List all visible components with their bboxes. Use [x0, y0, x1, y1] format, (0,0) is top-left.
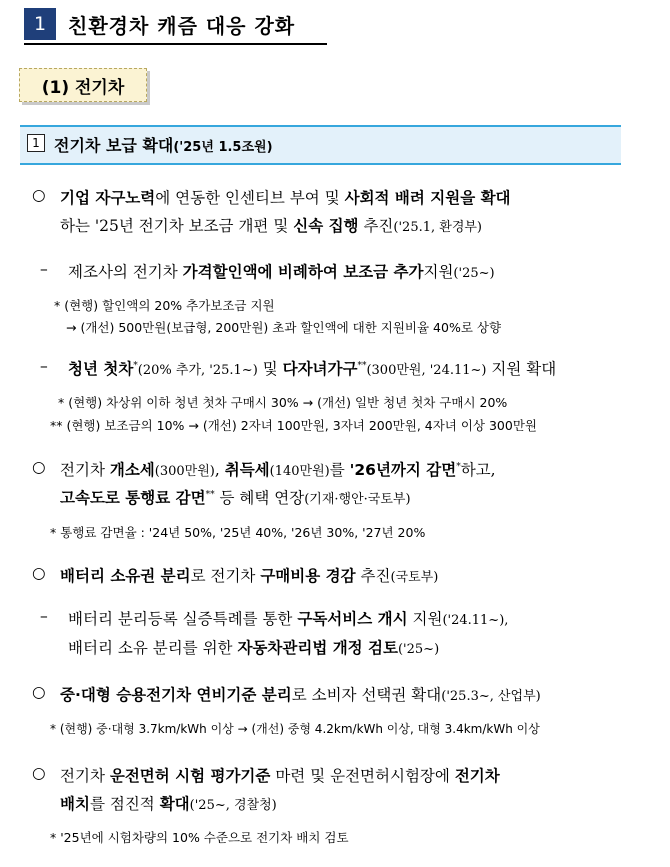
section-number-badge: 1 [24, 8, 56, 40]
item-8-line-2: 배치를 점진적 확대('25~, 경찰청) [60, 795, 277, 813]
item-2-line-1: 제조사의 전기차 가격할인액에 비례하여 보조금 추가지원('25~) [68, 263, 495, 281]
item-1-bullet: ○ [32, 186, 46, 204]
item-7-bullet: ○ [32, 683, 46, 701]
subsection-label: (1) 전기차 [19, 68, 147, 102]
item-3-bullet: – [40, 357, 48, 375]
item-6-line-1: 배터리 분리등록 실증특례를 통한 구독서비스 개시 지원('24.11~), [68, 610, 509, 628]
item-4-line-2: 고속도로 통행료 감면** 등 혜택 연장(기재·행안·국토부) [60, 489, 411, 507]
section-marker: 1 [27, 134, 45, 152]
item-5-bullet: ○ [32, 564, 46, 582]
item-1-line-1: 기업 자구노력에 연동한 인센티브 부여 및 사회적 배려 지원을 확대 [60, 189, 511, 207]
section-title-budget: ('25년 1.5조원) [173, 140, 273, 155]
item-7-note: * (현행) 중·대형 3.7km/kWh 이상 → (개선) 중형 4.2km/kWh 이상, 대형 3.4km/kWh 이상 [50, 722, 540, 736]
item-8-note: * '25년에 시험차량의 10% 수준으로 전기차 배치 검토 [50, 830, 349, 845]
item-4-bullet: ○ [32, 458, 46, 476]
item-2-note-2: → (개선) 500만원(보급형, 200만원) 초과 할인액에 대한 지원비율 40%로 상향 [66, 320, 502, 335]
item-3-line-1: 청년 첫차*(20% 추가, '25.1~) 및 다자녀가구**(300만원, '24.11~) 지원 확대 [68, 360, 557, 378]
item-5-line-1: 배터리 소유권 분리로 전기차 구매비용 경감 추진(국토부) [60, 567, 439, 585]
page-title: 친환경차 캐즘 대응 강화 [68, 14, 296, 38]
item-7-line-1: 중·대형 승용전기차 연비기준 분리로 소비자 선택권 확대('25.3~, 산업부) [60, 686, 541, 704]
item-8-bullet: ○ [32, 764, 46, 782]
item-4-note: * 통행료 감면율 : '24년 50%, '25년 40%, '26년 30%, '27년 20% [50, 525, 426, 540]
item-3-note-2: ** (현행) 보조금의 10% → (개선) 2자녀 100만원, 3자녀 200만원, 4자녀 이상 300만원 [50, 418, 537, 433]
item-3-note-1: * (현행) 차상위 이하 청년 첫차 구매시 30% → (개선) 일반 청년 첫차 구매시 20% [58, 395, 508, 410]
item-2-note-1: * (현행) 할인액의 20% 추가보조금 지원 [54, 298, 275, 313]
item-6-bullet: – [40, 607, 48, 625]
section-title [54, 133, 273, 156]
item-6-line-2: 배터리 소유 분리를 위한 자동차관리법 개정 검토('25~) [68, 639, 440, 657]
section-title-text: 전기차 보급 확대 [54, 136, 174, 155]
item-1-line-2: 하는 '25년 전기차 보조금 개편 및 신속 집행 추진('25.1, 환경부) [60, 217, 483, 235]
item-2-bullet: – [40, 260, 48, 278]
item-4-line-1: 전기차 개소세(300만원), 취득세(140만원)를 '26년까지 감면*하고, [60, 461, 496, 479]
item-8-line-1: 전기차 운전면허 시험 평가기준 마련 및 운전면허시험장에 전기차 [60, 767, 500, 785]
title-underline [24, 43, 327, 45]
